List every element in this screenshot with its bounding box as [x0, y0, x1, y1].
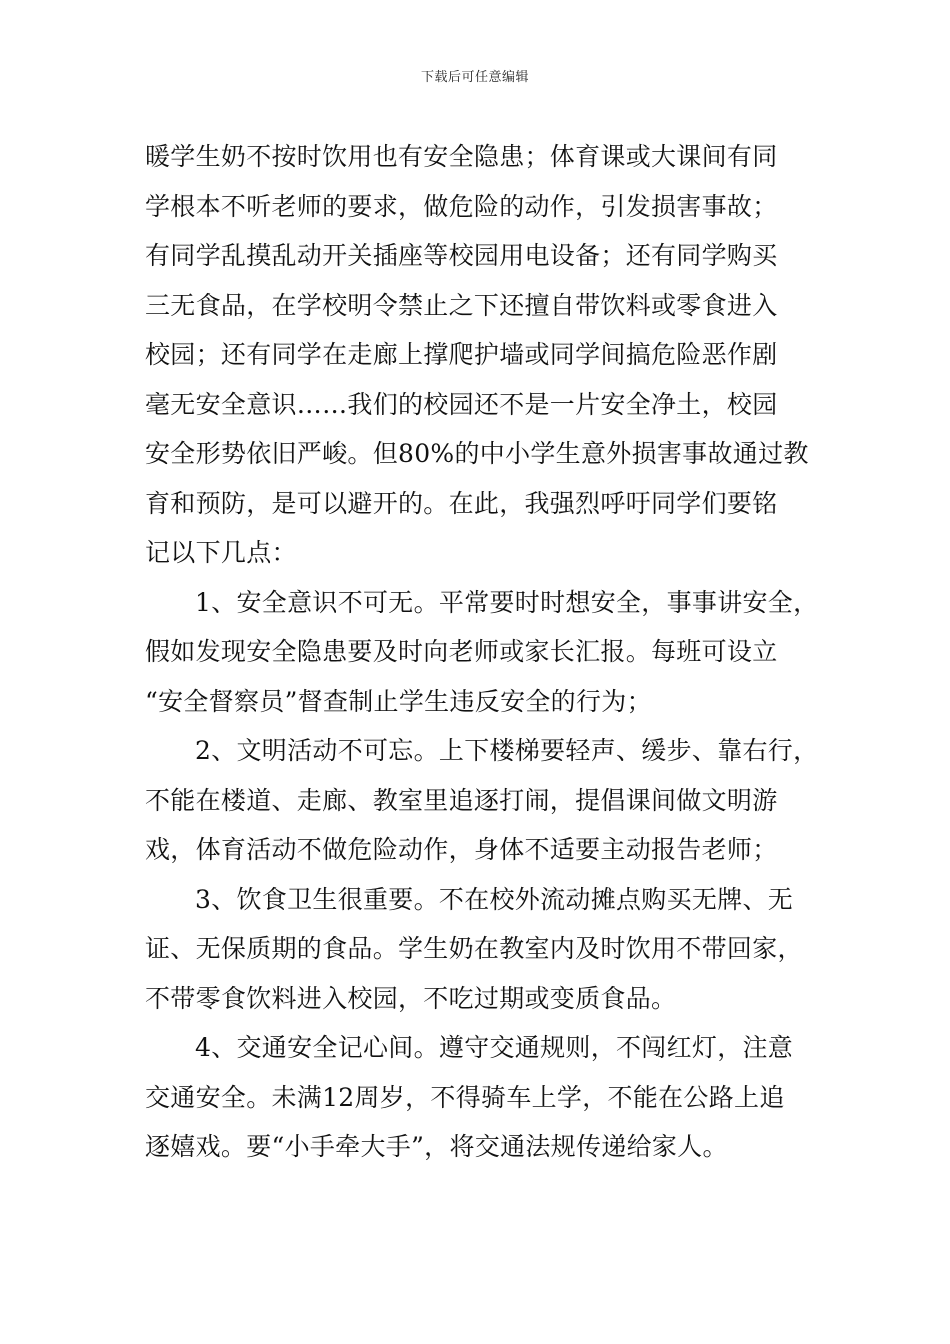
- text-line: 三无食品，在学校明令禁止之下还擅自带饮料或零食进入: [145, 290, 778, 320]
- text-line: 不带零食饮料进入校园，不吃过期或变质食品。: [145, 983, 677, 1013]
- text-line: 学根本不听老师的要求，做危险的动作，引发损害事故；: [145, 191, 778, 221]
- text-line: 证、无保质期的食品。学生奶在教室内及时饮用不带回家，: [145, 934, 803, 963]
- text-line: 假如发现安全隐患要及时向老师或家长汇报。每班可设立: [145, 637, 778, 666]
- text-line: “安全督察员”督查制止学生违反安全的行为；: [145, 686, 652, 716]
- text-line: 交通安全。未满12周岁，不得骑车上学，不能在公路上追: [145, 1082, 785, 1112]
- list-item-1-first-line: 1、安全意识不可无。平常要时时想安全，事事讲安全，: [195, 587, 819, 617]
- text-line: 毫无安全意识……我们的校园还不是一片安全净土，校园: [145, 389, 778, 419]
- document-body: [145, 132, 819, 1172]
- text-line: 记以下几点：: [145, 538, 297, 567]
- list-item-3-first-line: 3、饮食卫生很重要。不在校外流动摊点购买无牌、无: [195, 884, 794, 914]
- text-line: 育和预防，是可以避开的。在此，我强烈呼吁同学们要铭: [145, 488, 778, 518]
- text-line: 逐嬉戏。要“小手牵大手”，将交通法规传递给家人。: [145, 1132, 728, 1161]
- page-header: 下载后可任意编辑: [420, 70, 529, 85]
- text-line: 暖学生奶不按时饮用也有安全隐患；体育课或大课间有同: [145, 142, 778, 171]
- list-item-4-first-line: 4、交通安全记心间。遵守交通规则，不闯红灯，注意: [195, 1033, 794, 1062]
- text-line: 有同学乱摸乱动开关插座等校园用电设备；还有同学购买: [145, 241, 778, 270]
- text-line: 不能在楼道、走廊、教室里追逐打闹，提倡课间做文明游: [145, 785, 778, 815]
- text-line: 校园；还有同学在走廊上撑爬护墙或同学间搞危险恶作剧: [145, 340, 778, 369]
- list-item-2-first-line: 2、文明活动不可忘。上下楼梯要轻声、缓步、靠右行，: [195, 736, 819, 765]
- text-line: 安全形势依旧严峻。但80%的中小学生意外损害事故通过教: [145, 439, 809, 468]
- text-line: 戏，体育活动不做危险动作，身体不适要主动报告老师；: [145, 835, 778, 864]
